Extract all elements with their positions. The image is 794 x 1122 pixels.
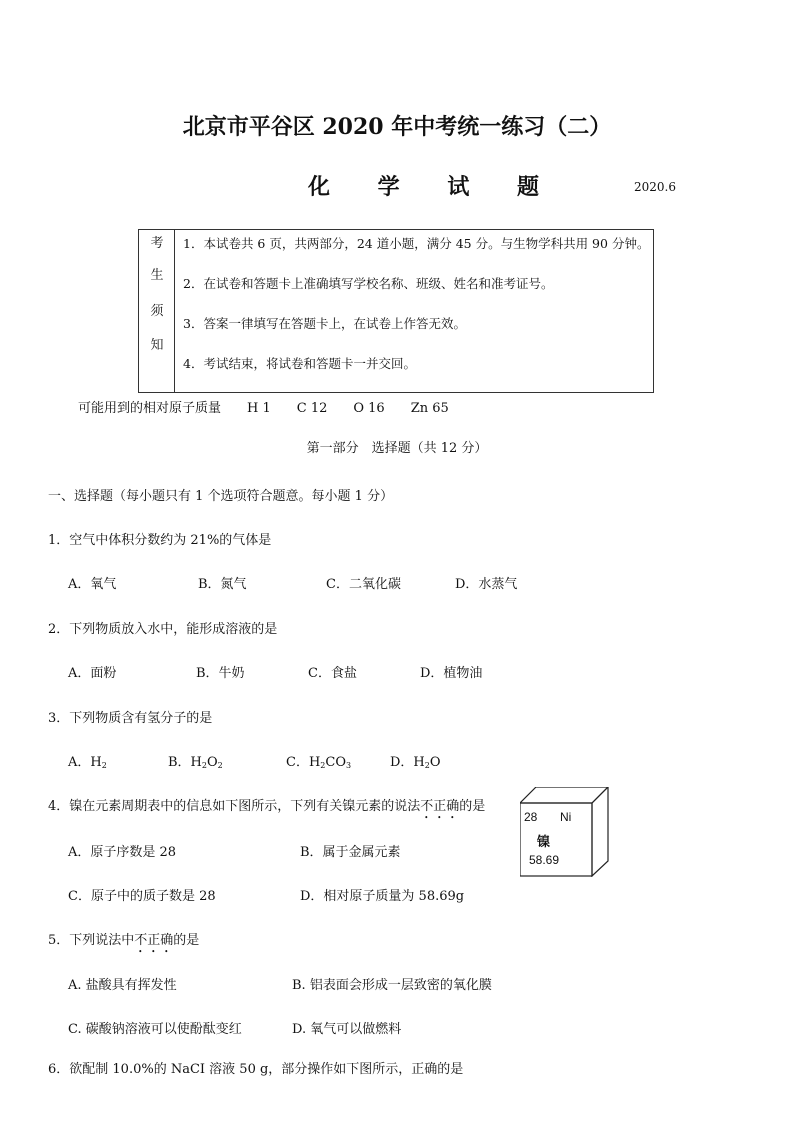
section-intro: 一、选择题（每小题只有 1 个选项符合题意。每小题 1 分） xyxy=(48,489,394,504)
notice-box xyxy=(138,229,654,393)
question-3-option-d: D．$H_2O$ xyxy=(390,755,441,770)
question-1-option-c: C．二氧化碳 xyxy=(326,577,401,592)
question-5-option-d: D. 氧气可以做燃料 xyxy=(292,1022,402,1037)
question-4-option-a: A．原子序数是 28 xyxy=(68,845,177,860)
part-title: 第一部分 选择题（共 12 分） xyxy=(306,441,488,456)
question-3-option-b: B．$H_2O_2$ xyxy=(168,755,223,770)
subject-title: 化 学 试 题 xyxy=(308,174,559,200)
element-mass: 58.69 xyxy=(529,853,560,867)
question-4-option-b: B．属于金属元素 xyxy=(300,845,401,860)
atomic-mass-line: 可能用到的相对原子质量 H 1 C 12 O 16 Zn 65 xyxy=(78,401,449,416)
question-1-option-d: D．水蒸气 xyxy=(455,577,518,592)
question-1-option-a: A．氧气 xyxy=(68,577,117,592)
question-6-stem: 6．欲配制 10.0%的 NaCI 溶液 50 g，部分操作如下图所示，正确的是 xyxy=(48,1062,464,1077)
exam-date: 2020.6 xyxy=(634,180,676,194)
question-3-stem: 3．下列物质含有氢分子的是 xyxy=(48,711,213,726)
question-2-option-a: A．面粉 xyxy=(68,666,117,681)
notice-side-label xyxy=(139,230,175,392)
question-2-option-d: D．植物油 xyxy=(420,666,483,681)
notice-item: 3．答案一律填写在答题卡上，在试卷上作答无效。 xyxy=(183,316,466,331)
question-5-option-b: B. 铝表面会形成一层致密的氧化膜 xyxy=(292,978,492,993)
notice-side-char: 知 xyxy=(150,338,164,353)
element-symbol: Ni xyxy=(560,810,572,824)
question-2-option-b: B．牛奶 xyxy=(196,666,245,681)
nickel-element-card xyxy=(520,787,612,877)
question-4-stem: 4．镍在元素周期表中的信息如下图所示，下列有关镍元素的说法不正确的是 xyxy=(48,799,486,814)
notice-item: 1．本试卷共 6 页，共两部分，24 道小题，满分 45 分。与生物学科共用 90 分钟。 xyxy=(183,236,650,251)
question-4-option-c: C．原子中的质子数是 28 xyxy=(68,889,216,904)
question-3-option-a: A．$H_2$ xyxy=(68,755,107,770)
notice-item: 4．考试结束，将试卷和答题卡一并交回。 xyxy=(183,356,416,371)
element-number: 28 xyxy=(524,810,538,824)
notice-side-char: 须 xyxy=(150,304,164,319)
question-5-option-c: C. 碳酸钠溶液可以使酚酞变红 xyxy=(68,1022,242,1037)
question-2-stem: 2．下列物质放入水中，能形成溶液的是 xyxy=(48,622,278,637)
notice-item: 2．在试卷和答题卡上准确填写学校名称、班级、姓名和准考证号。 xyxy=(183,276,554,291)
question-1-option-b: B．氮气 xyxy=(198,577,247,592)
question-1-stem: 1．空气中体积分数约为 21%的气体是 xyxy=(48,533,272,548)
notice-side-char: 考 xyxy=(150,236,164,251)
element-name: 镍 xyxy=(537,835,551,850)
notice-side-char: 生 xyxy=(150,268,164,283)
question-5-option-a: A. 盐酸具有挥发性 xyxy=(68,978,177,993)
question-5-stem: 5．下列说法中不正确的是 xyxy=(48,933,200,948)
question-4-option-d: D．相对原子质量为 58.69g xyxy=(300,889,465,904)
page-title: 北京市平谷区 2020 年中考统一练习（二） xyxy=(182,114,612,140)
question-2-option-c: C．食盐 xyxy=(308,666,357,681)
question-3-option-c: C．$H_2CO_3$ xyxy=(286,755,352,770)
